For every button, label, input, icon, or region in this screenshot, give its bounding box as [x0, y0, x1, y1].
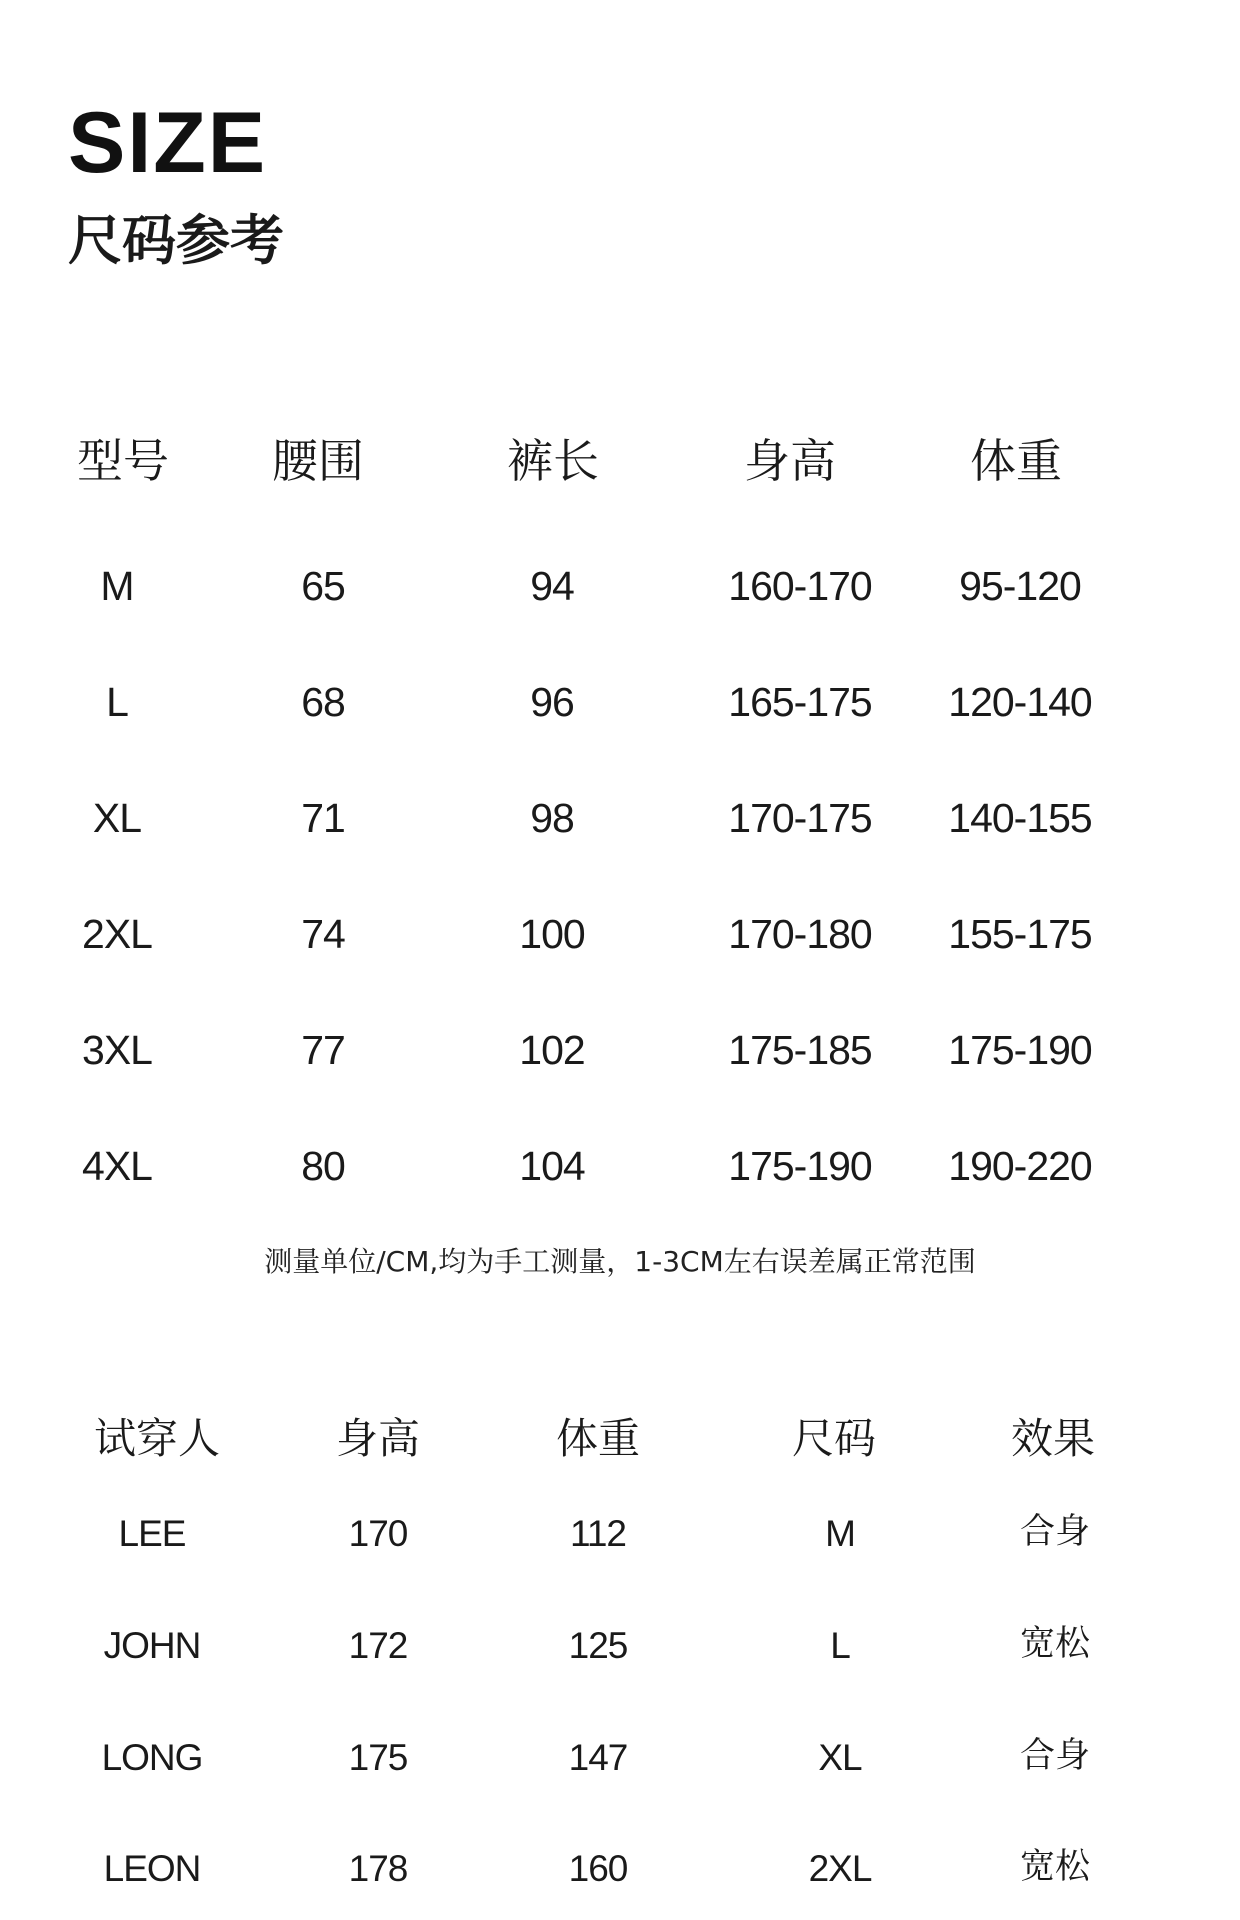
model-cell: LEON [103, 1848, 201, 1889]
weight-cell: 175-190 [948, 1027, 1092, 1073]
effect-cell: 宽松 [1019, 1624, 1091, 1664]
weight-cell: 112 [570, 1513, 626, 1554]
fit-col-header-height: 身高 [335, 1414, 421, 1463]
model-cell: LEE [118, 1513, 186, 1554]
weight-cell: 120-140 [948, 679, 1092, 725]
weight-cell: 125 [568, 1625, 628, 1666]
effect-cell: 合身 [1019, 1512, 1091, 1552]
length-cell: 96 [530, 679, 574, 725]
size-cell: M [825, 1513, 855, 1554]
measurement-note: 测量单位/CM,均为手工测量，1-3CM左右误差属正常范围 [264, 1245, 976, 1278]
length-cell: 104 [519, 1143, 585, 1189]
height-cell: 175 [348, 1737, 408, 1778]
waist-cell: 74 [301, 911, 345, 957]
height-cell: 160-170 [728, 563, 872, 609]
weight-cell: 147 [568, 1737, 628, 1778]
size-col-header-length: 裤长 [507, 434, 599, 488]
fit-col-header-weight: 体重 [555, 1414, 641, 1463]
model-cell: JOHN [103, 1625, 201, 1666]
page-title: SIZE [68, 95, 268, 191]
model-cell: LONG [101, 1737, 203, 1778]
height-cell: 170-175 [728, 795, 872, 841]
waist-cell: 71 [301, 795, 345, 841]
height-cell: 170 [348, 1513, 408, 1554]
height-cell: 172 [348, 1625, 408, 1666]
size-cell: M [100, 563, 134, 609]
fit-col-header-effect: 效果 [1010, 1414, 1096, 1463]
length-cell: 94 [530, 563, 574, 609]
size-cell: 3XL [82, 1027, 152, 1073]
weight-cell: 190-220 [948, 1143, 1092, 1189]
fit-col-header-model: 试穿人 [93, 1414, 221, 1463]
size-cell: XL [818, 1737, 862, 1778]
waist-cell: 68 [301, 679, 345, 725]
size-cell: 4XL [82, 1143, 152, 1189]
length-cell: 98 [530, 795, 574, 841]
size-cell: L [830, 1625, 850, 1666]
length-cell: 100 [519, 911, 585, 957]
size-col-header-size: 型号 [77, 434, 169, 488]
effect-cell: 宽松 [1019, 1847, 1091, 1887]
size-cell: XL [92, 795, 142, 841]
length-cell: 102 [519, 1027, 585, 1073]
effect-cell: 合身 [1019, 1736, 1091, 1776]
fit-col-header-size: 尺码 [791, 1414, 877, 1463]
size-cell: L [106, 679, 128, 725]
weight-cell: 95-120 [959, 563, 1081, 609]
size-cell: 2XL [808, 1848, 872, 1889]
weight-cell: 155-175 [948, 911, 1092, 957]
height-cell: 178 [348, 1848, 408, 1889]
height-cell: 175-185 [728, 1027, 872, 1073]
size-col-header-height: 身高 [744, 434, 836, 488]
waist-cell: 77 [301, 1027, 345, 1073]
page-subtitle: 尺码参考 [68, 209, 284, 272]
size-col-header-waist: 腰围 [272, 434, 364, 488]
height-cell: 170-180 [728, 911, 872, 957]
size-col-header-weight: 体重 [970, 434, 1062, 488]
height-cell: 165-175 [728, 679, 872, 725]
waist-cell: 80 [301, 1143, 345, 1189]
weight-cell: 160 [568, 1848, 628, 1889]
height-cell: 175-190 [728, 1143, 872, 1189]
waist-cell: 65 [301, 563, 345, 609]
size-cell: 2XL [82, 911, 152, 957]
weight-cell: 140-155 [948, 795, 1092, 841]
